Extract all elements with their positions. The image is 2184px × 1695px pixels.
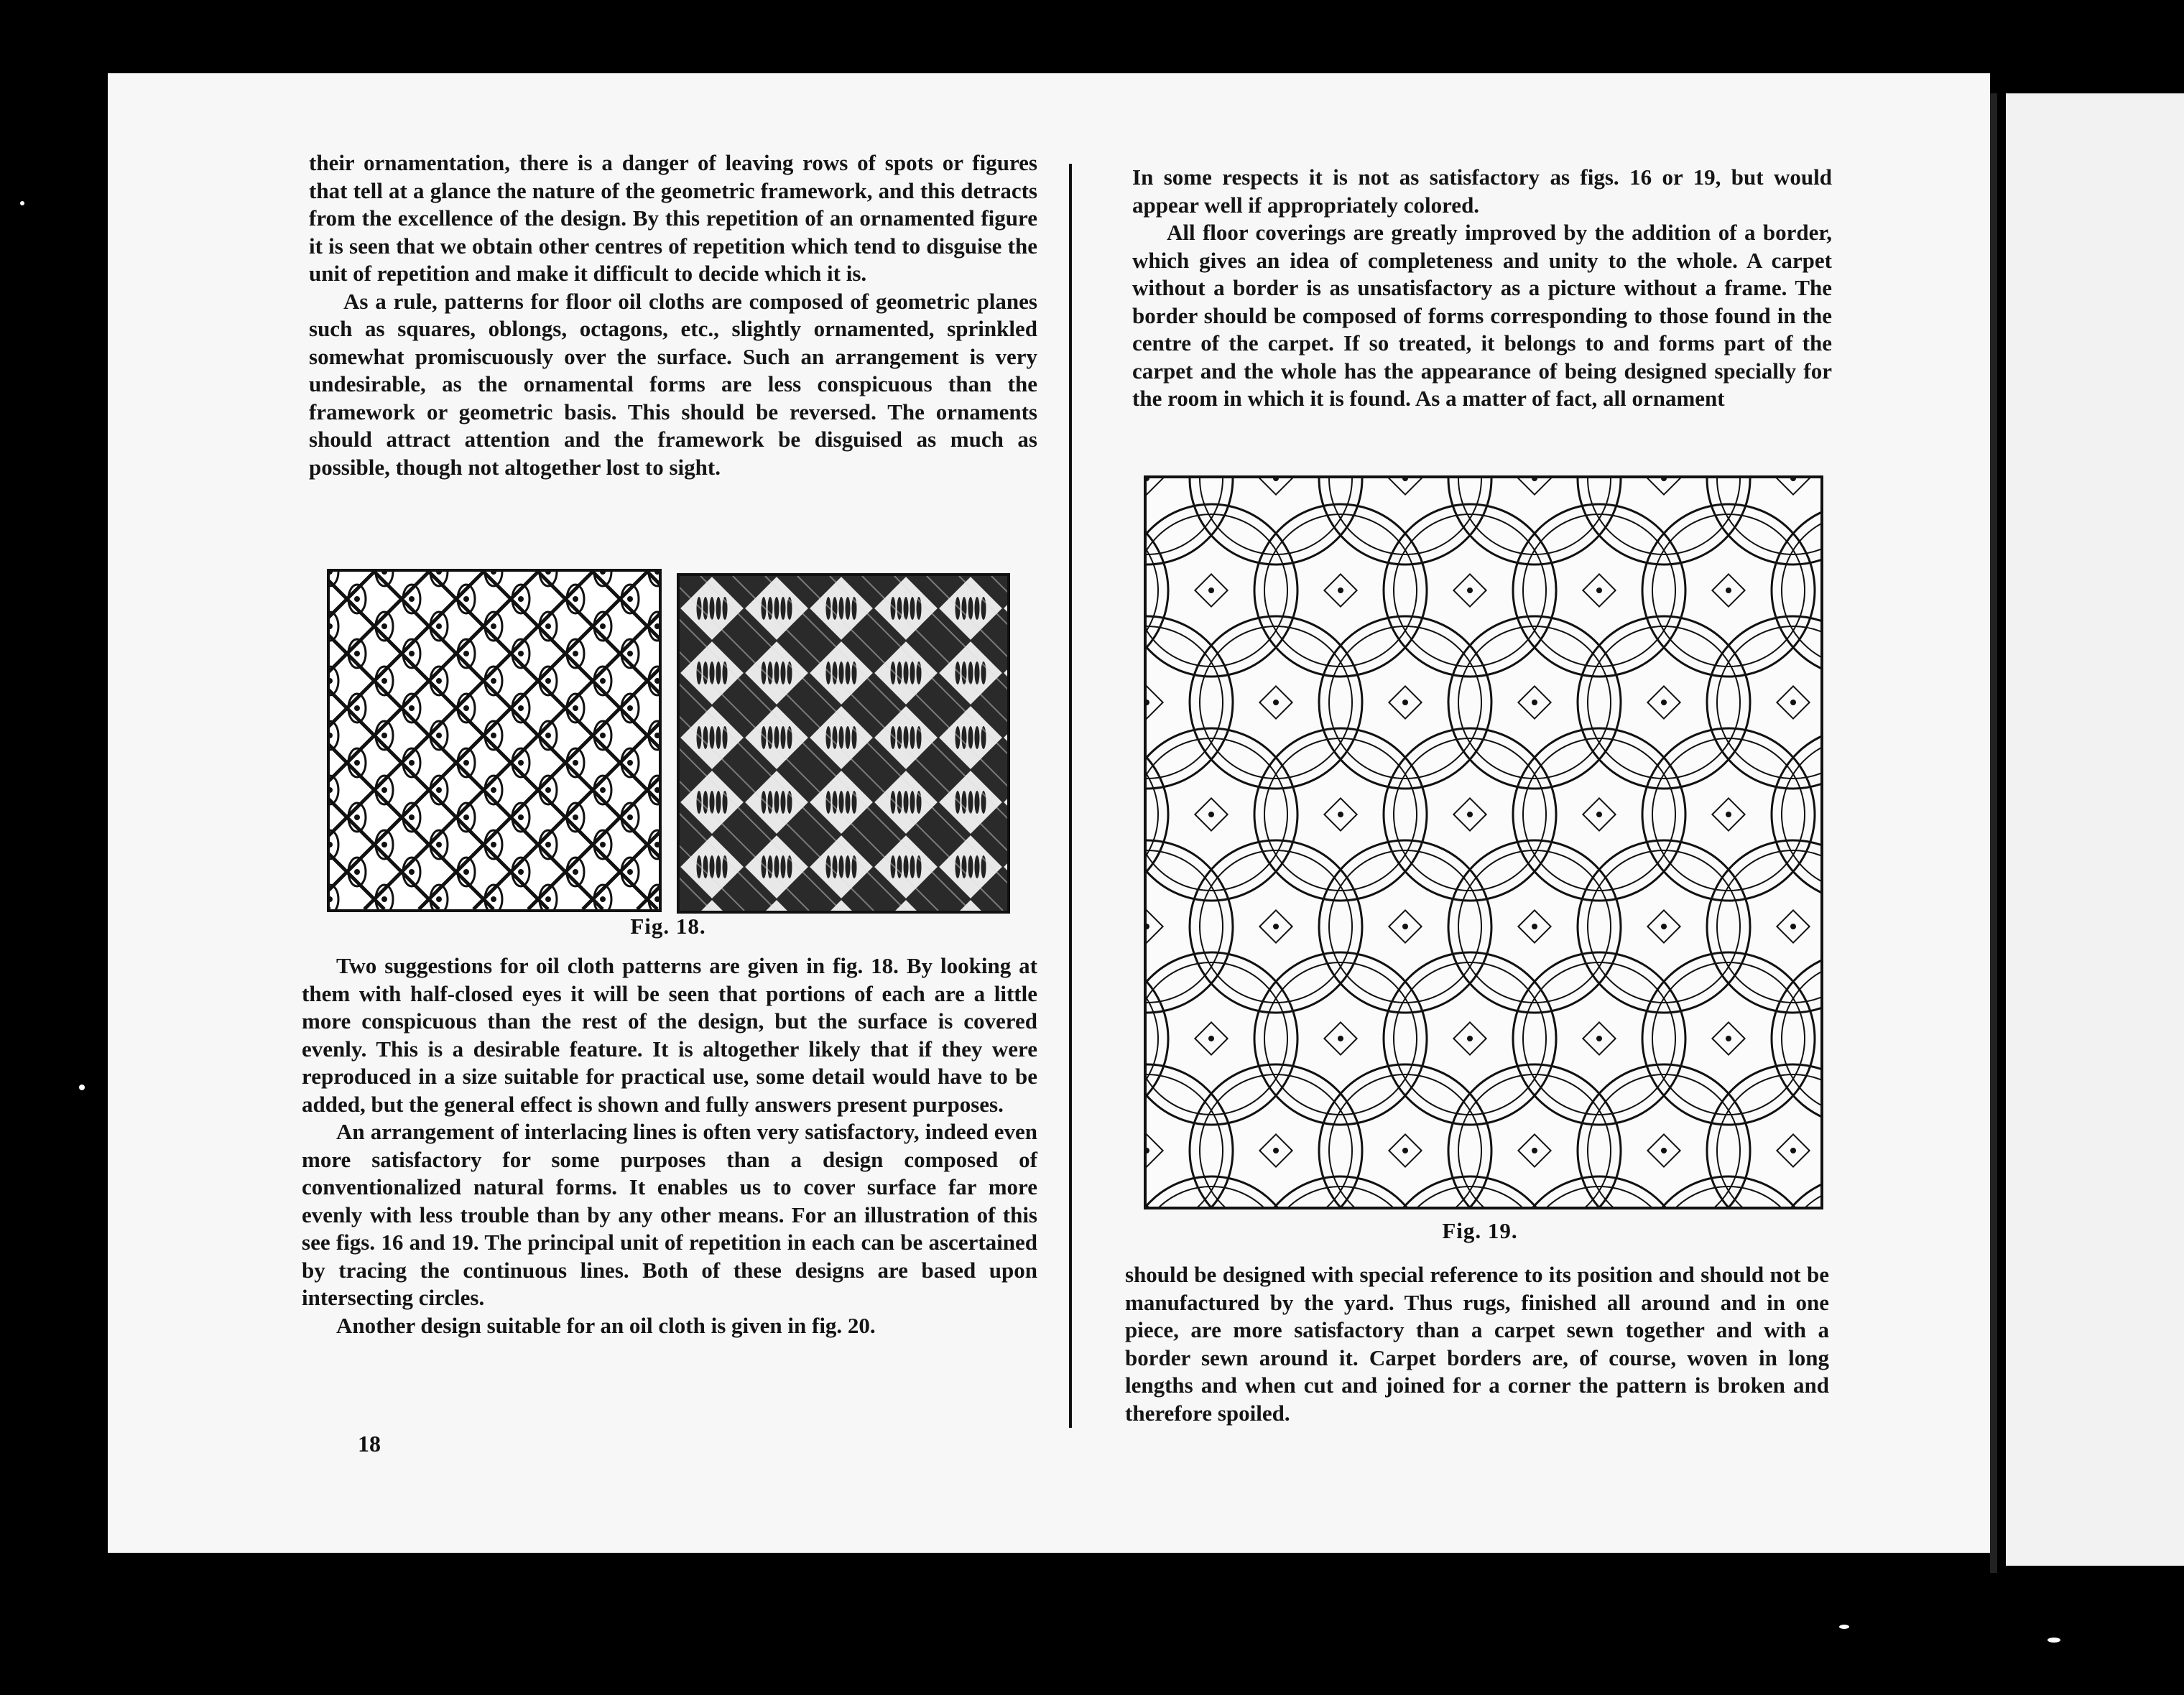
right-paragraph-2: All floor coverings are greatly improved by the addition of a border, which gives an idea of completeness and unity to the whole. A carpet without a border is as unsatisfactory as a picture without a frame. The border should be composed of forms corresponding to those found in the centre of the carpet. If so treated, it belongs to and forms part of the carpet and the whole has the appearance of being designed specially for the room in which it is found. As a matter of fact, all ornament — [1132, 220, 1832, 411]
left-paragraph-5: Another design suitable for an oil cloth is given in fig. 20. — [336, 1312, 876, 1338]
left-paragraph-1: their ornamentation, there is a danger of leaving rows of spots or figures that tell at a glance the nature of the geometric framework, and this detracts from the excellence of the design. By this repetition of an ornamented figure it is seen that we obtain other centres of repetition which tend to disguise the unit of repetition and make it difficult to decide which it is. — [309, 150, 1037, 286]
page-edge-shadow — [1990, 93, 1997, 1573]
left-paragraph-3: Two suggestions for oil cloth patterns are given in fig. 18. By looking at them with half-closed eyes it will be seen that portions of each are a little more conspicuous than the rest of the design, but the surface is covered evenly. This is a desirable feature. It is altogether likely that if they were reproduced in a size suitable for practical use, some detail would have to be added, but the general effect is shown and fully answers present purposes. — [302, 953, 1037, 1117]
figure-19-caption: Fig. 19. — [1442, 1218, 1518, 1243]
figure-19-pattern — [1144, 475, 1823, 1209]
left-paragraph-4: An arrangement of interlacing lines is often very satisfactory, indeed even more satisfactory for some purposes than a design composed of conventionalized natural forms. It enables us to cover surface far more evenly with less trouble than by any other means. For an illustration of this see figs. 16 and 19. The principal unit of repetition in each can be ascertained by tracing the continuous lines. Both of these designs are based upon intersecting circles. — [302, 1119, 1037, 1310]
left-paragraph-2: As a rule, patterns for floor oil cloths are composed of geometric planes such as squares, oblongs, octagons, etc., slightly ornamented, sprinkled somewhat promiscuously over the surface. Such an arrangement is very undesirable, as the ornamental forms are less conspicuous than the framework or geometric basis. This should be reversed. The ornaments should attract attention and the framework be disguised as much as possible, though not altogether lost to sight. — [309, 288, 1037, 480]
scan-speck — [1839, 1625, 1849, 1629]
scan-speck — [79, 1085, 85, 1090]
column-divider — [1069, 164, 1072, 1428]
right-page-text-top — [1132, 164, 1832, 413]
figure-18-caption: Fig. 18. — [630, 914, 706, 939]
figure-18-left-pattern — [327, 569, 662, 912]
figure-18-right-pattern — [677, 573, 1010, 914]
left-page-text-bottom — [302, 952, 1037, 1339]
adjacent-page-edge — [2006, 93, 2184, 1566]
left-page-text-top — [309, 149, 1037, 481]
scan-speck — [20, 201, 24, 205]
right-paragraph-3: should be designed with special reference to its position and should not be manufactured by the yard. Thus rugs, finished all around and in one piece, are more satisfactory than a carpet sewn together and with a border sewn around it. Carpet borders are, of course, woven in long lengths and when cut and joined for a corner the pattern is broken and therefore spoiled. — [1125, 1262, 1829, 1426]
right-page-text-bottom — [1125, 1261, 1829, 1427]
scan-speck — [2048, 1638, 2060, 1643]
right-paragraph-1: In some respects it is not as satisfactory as figs. 16 or 19, but would appear well if appropriately colored. — [1132, 164, 1832, 218]
page-number: 18 — [358, 1431, 381, 1457]
